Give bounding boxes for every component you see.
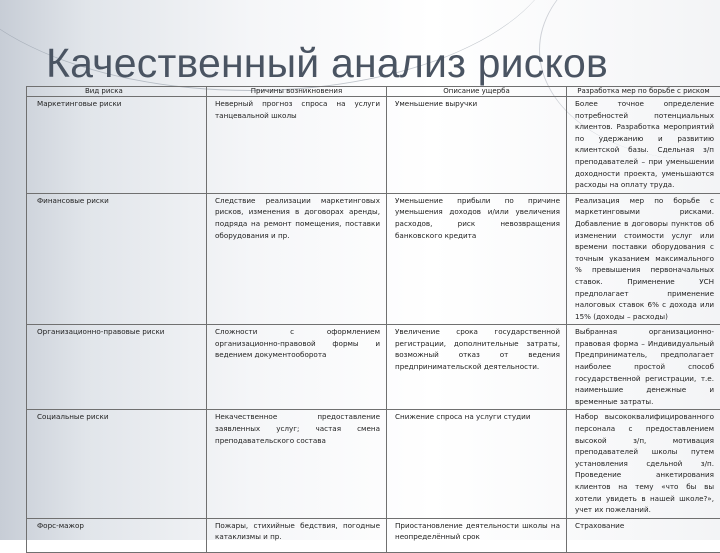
cell-risk-type: Финансовые риски (27, 193, 207, 325)
cell-measures: Набор высококвалифицированного персонала с предоставлением высокой з/п, мотивация преподавателей школы путем установления сдельной з/п. Проведение анкетирования клиентов на тему «что бы вы хотели увидеть в нашей школе?», учет их пожеланий. (567, 410, 720, 518)
cell-damage: Увеличение срока государственной регистрации, дополнительные затраты, возможный отказ от ведения предпринимательской деятельности. (387, 325, 567, 410)
cell-damage: Снижение спроса на услуги студии (387, 410, 567, 518)
cell-cause: Неверный прогноз спроса на услуги танцевальной школы (207, 97, 387, 194)
cell-measures: Страхование (567, 518, 720, 552)
table-row (27, 97, 720, 194)
header-causes: Причины возникновения (207, 87, 387, 97)
table-row (27, 325, 720, 410)
header-risk-type: Вид риска (27, 87, 207, 97)
cell-cause: Некачественное предоставление заявленных услуг; частая смена преподавательского состава (207, 410, 387, 518)
table-row (27, 410, 720, 518)
cell-risk-type: Форс-мажор (27, 518, 207, 552)
slide-title: Качественный анализ рисков (46, 36, 608, 90)
cell-measures: Выбранная организационно-правовая форма – Индивидуальный Предприниматель, предполагает наиболее простой способ государственной регистрации, т.е. наименьшие денежные и временные затраты. (567, 325, 720, 410)
cell-damage: Уменьшение выручки (387, 97, 567, 194)
cell-measures: Реализация мер по борьбе с маркетинговыми рисками. Добавление в договоры пунктов об изменении стоимости услуг или времени поставки оборудования с точным указанием максимального % превышения первоначальных ставок. Применение УСН предполагает применение налоговых ставок 6% с дохода или 15% (доходы – расходы) (567, 193, 720, 325)
table-row (27, 518, 720, 552)
header-damage: Описание ущерба (387, 87, 567, 97)
risk-analysis-table (26, 86, 720, 553)
cell-damage: Приостановление деятельности школы на неопределённый срок (387, 518, 567, 552)
table-header-row (27, 87, 720, 97)
cell-cause: Сложности с оформлением организационно-правовой формы и ведением документооборота (207, 325, 387, 410)
header-measures: Разработка мер по борьбе с риском (567, 87, 720, 97)
cell-cause: Следствие реализации маркетинговых рисков, изменения в договорах аренды, подряда на ремонт помещения, поставки оборудования и пр. (207, 193, 387, 325)
cell-risk-type: Социальные риски (27, 410, 207, 518)
table-row (27, 193, 720, 325)
cell-damage: Уменьшение прибыли по причине уменьшения доходов и/или увеличения расходов, риск невозвращения банковского кредита (387, 193, 567, 325)
cell-cause: Пожары, стихийные бедствия, погодные катаклизмы и пр. (207, 518, 387, 552)
cell-risk-type: Маркетинговые риски (27, 97, 207, 194)
cell-measures: Более точное определение потребностей потенциальных клиентов. Разработка мероприятий по удержанию и развитию клиентской базы. Сдельная з/п преподавателей – при уменьшении доходности проекта, уменьшаются расходы на оплату труда. (567, 97, 720, 194)
cell-risk-type: Организационно-правовые риски (27, 325, 207, 410)
